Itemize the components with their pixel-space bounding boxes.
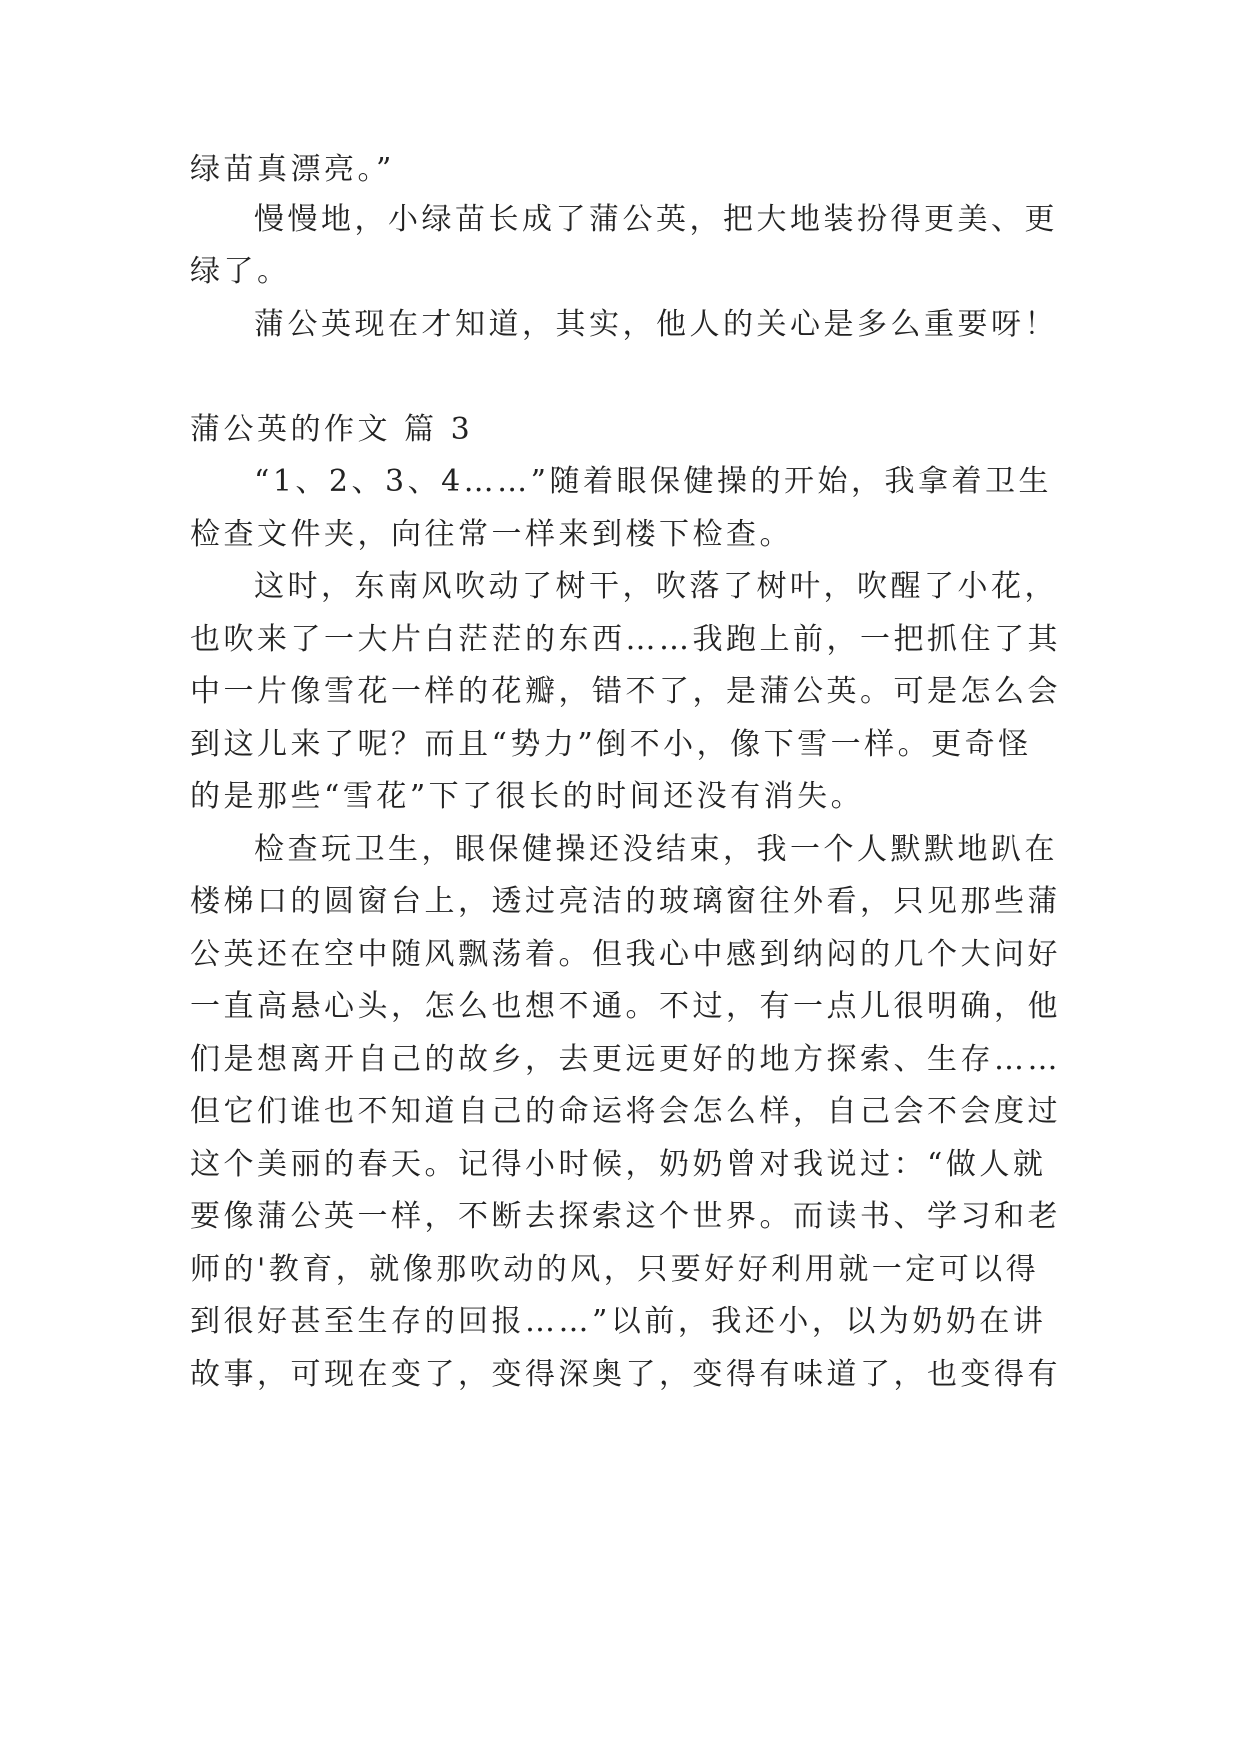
paragraph-line: 们是想离开自己的故乡，去更远更好的地方探索、生存……	[190, 1042, 1061, 1077]
paragraph-line: 这时，东南风吹动了树干，吹落了树叶，吹醒了小花，	[254, 569, 1058, 604]
paragraph-line: 到很好甚至生存的回报……”以前，我还小，以为奶奶在讲	[190, 1304, 1047, 1339]
section-heading: 蒲公英的作文 篇 3	[190, 412, 474, 447]
paragraph-line: 到这儿来了呢？而且“势力”倒不小，像下雪一样。更奇怪	[190, 727, 1032, 762]
paragraph-line: 绿了。	[190, 254, 291, 289]
paragraph-line: 但它们谁也不知道自己的命运将会怎么样，自己会不会度过	[190, 1094, 1061, 1129]
paragraph-line: 绿苗真漂亮。”	[190, 152, 395, 187]
paragraph-line: 这个美丽的春天。记得小时候，奶奶曾对我说过：“做人就	[190, 1147, 1047, 1182]
paragraph-line: 慢慢地，小绿苗长成了蒲公英，把大地装扮得更美、更	[254, 202, 1058, 237]
paragraph-line: 一直高悬心头，怎么也想不通。不过，有一点儿很明确，他	[190, 989, 1061, 1024]
paragraph-line: 师的'教育，就像那吹动的风，只要好好利用就一定可以得	[190, 1252, 1040, 1287]
paragraph-line: “1、2、3、4……”随着眼保健操的开始，我拿着卫生	[254, 464, 1053, 499]
paragraph-line: 楼梯口的圆窗台上，透过亮洁的玻璃窗往外看，只见那些蒲	[190, 884, 1061, 919]
paragraph-line: 中一片像雪花一样的花瓣，错不了，是蒲公英。可是怎么会	[190, 674, 1061, 709]
paragraph-line: 检查玩卫生，眼保健操还没结束，我一个人默默地趴在	[254, 832, 1058, 867]
paragraph-line: 故事，可现在变了，变得深奥了，变得有味道了，也变得有	[190, 1357, 1061, 1392]
paragraph-line: 检查文件夹，向往常一样来到楼下检查。	[190, 517, 793, 552]
paragraph-line: 的是那些“雪花”下了很长的时间还没有消失。	[190, 779, 865, 814]
paragraph-line: 蒲公英现在才知道，其实，他人的关心是多么重要呀！	[254, 307, 1058, 342]
paragraph-line: 公英还在空中随风飘荡着。但我心中感到纳闷的几个大问好	[190, 937, 1061, 972]
paragraph-line: 也吹来了一大片白茫茫的东西……我跑上前，一把抓住了其	[190, 622, 1061, 657]
paragraph-line: 要像蒲公英一样，不断去探索这个世界。而读书、学习和老	[190, 1199, 1061, 1234]
